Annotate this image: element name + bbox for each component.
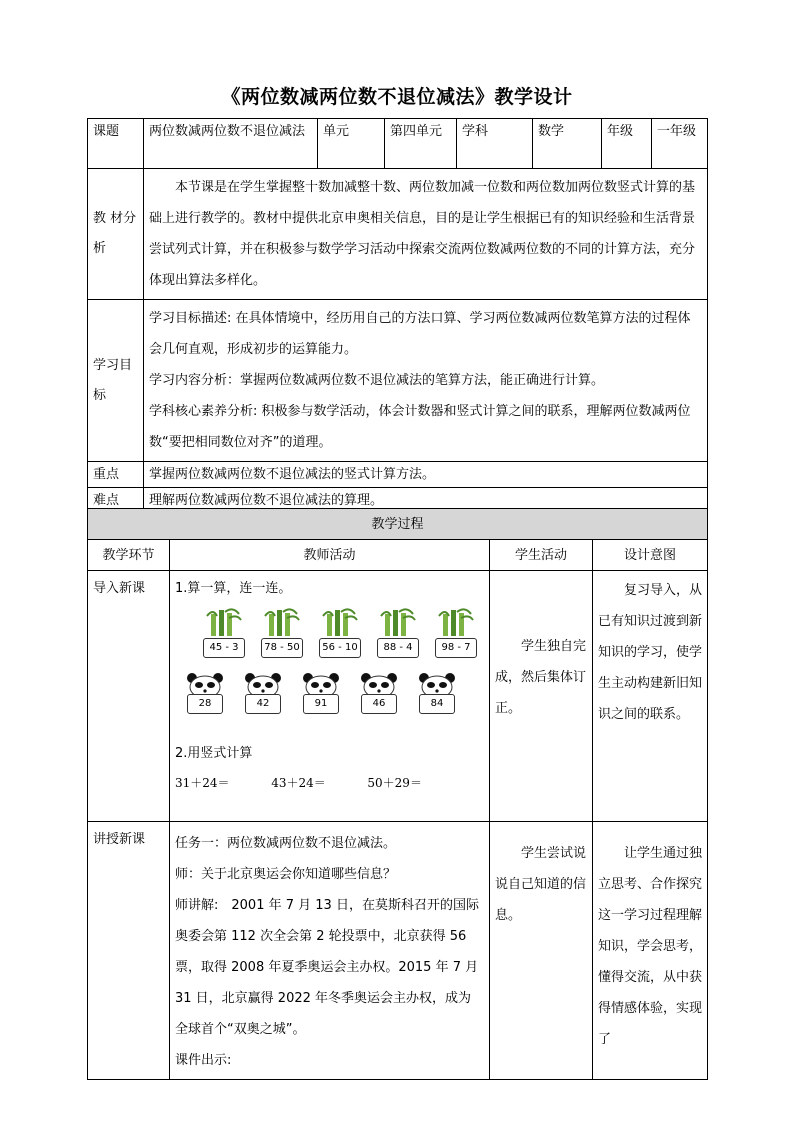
objectives-label: [88, 300, 144, 462]
calc-2: 43＋24＝: [271, 776, 326, 790]
calc-3: 50＋29＝: [367, 776, 422, 790]
design-intent-1: 复习导入，从已有知识过渡到新知识的学习，使学生主动构建新旧知识之间的联系。: [598, 583, 703, 722]
key-point-label: 重点: [88, 462, 144, 488]
col-teacher: 教师活动: [170, 540, 490, 571]
bamboo-expression: 45 - 3: [203, 638, 245, 658]
bamboo-card: [203, 608, 245, 653]
objectives-label-text: 学习目标: [93, 357, 133, 403]
student-activity-1: 学生独自完成，然后集体订正。: [495, 639, 587, 716]
panda-card: [359, 672, 399, 709]
grade-label: 年级: [602, 119, 652, 169]
document-title: 《两位数减两位数不退位减法》教学设计: [221, 86, 573, 108]
panda-number: 28: [187, 694, 223, 714]
analysis-text: 本节课是在学生掌握整十数加减整十数、两位数加减一位数和两位数加两位数竖式计算的基础上进行教学的。教材中提供北京申奥相关信息，目的是让学生根据已有的知识经验和生活背景尝试列式计算，并在积极参与数学学习活动中探索交流两位数减两位数的不同的计算方法，充分体现出算法多样化。: [149, 180, 696, 288]
panda-card: [243, 672, 283, 709]
panda-card: [417, 672, 457, 709]
grade-value: 一年级: [652, 119, 708, 169]
bamboo-expression: 98 - 7: [435, 638, 477, 658]
task-one: 任务一：两位数减两位数不退位减法。: [175, 836, 397, 851]
col-student: 学生活动: [490, 540, 593, 571]
col-intent: 设计意图: [593, 540, 708, 571]
panda-card: [185, 672, 225, 709]
design-intent-2: 让学生通过独立思考、合作探究这一学习过程理解知识，学会思考，懂得交流，从中获得情感体验，实现了: [598, 846, 703, 1047]
info-table: [87, 118, 708, 514]
bamboo-icon: [377, 608, 419, 636]
task-connect: 1.算一算，连一连。: [175, 581, 292, 596]
panda-number: 91: [303, 694, 339, 714]
subject-value: 数学: [533, 119, 602, 169]
bamboo-icon: [203, 608, 245, 636]
analysis-label: [88, 169, 144, 300]
difficulty-text: 理解两位数减两位数不退位减法的算理。: [144, 488, 708, 514]
topic-value: 两位数减两位数不退位减法: [144, 119, 318, 169]
bamboo-expression: 88 - 4: [377, 638, 419, 658]
difficulty-label: 难点: [88, 488, 144, 514]
panda-number: 46: [361, 694, 397, 714]
objective-content: 学习内容分析：掌握两位数减两位数不退位减法的笔算方法，能正确进行计算。: [149, 373, 605, 388]
connect-exercise: [175, 604, 484, 744]
stage-new: 讲授新课: [88, 822, 170, 1080]
task-vertical: 2.用竖式计算: [175, 746, 253, 761]
bamboo-card: [319, 608, 361, 653]
col-stage: 教学环节: [88, 540, 170, 571]
process-table: [87, 508, 708, 1080]
student-activity-2: 学生尝试说说自己知道的信息。: [495, 846, 587, 923]
bamboo-icon: [261, 608, 303, 636]
teacher-question: 师：关于北京奥运会你知道哪些信息？: [175, 867, 397, 882]
key-point-text: 掌握两位数减两位数不退位减法的竖式计算方法。: [144, 462, 708, 488]
unit-value: 第四单元: [385, 119, 457, 169]
panda-number: 42: [245, 694, 281, 714]
bamboo-icon: [435, 608, 477, 636]
bamboo-card: [435, 608, 477, 653]
bamboo-icon: [319, 608, 361, 636]
stage-intro: 导入新课: [88, 571, 170, 822]
courseware-show: 课件出示:: [175, 1053, 232, 1068]
subject-label: 学科: [457, 119, 533, 169]
bamboo-expression: 56 - 10: [319, 638, 361, 658]
bamboo-card: [377, 608, 419, 653]
bamboo-expression: 78 - 50: [261, 638, 303, 658]
panda-card: [301, 672, 341, 709]
objective-core: 学科核心素养分析: 积极参与数学活动，体会计数器和竖式计算之间的联系，理解两位数减两位数“要把相同数位对齐”的道理。: [149, 404, 691, 450]
analysis-label-text: 教 材分析: [93, 211, 137, 256]
bamboo-card: [261, 608, 303, 653]
panda-number: 84: [419, 694, 455, 714]
calc-1: 31＋24＝: [175, 776, 230, 790]
process-title: 教学过程: [88, 509, 708, 540]
objective-desc: 学习目标描述: 在具体情境中，经历用自己的方法口算、学习两位数减两位数笔算方法的过程体会几何直观，形成初步的运算能力。: [149, 311, 691, 357]
topic-label: 课题: [88, 119, 144, 169]
teacher-explain: 师讲解: 2001 年 7 月 13 日，在莫斯科召开的国际奥委会第 112 次全会第 2 轮投票中，北京获得 56 票，取得 2008 年夏季奥运会主办权。2015 年 7 月 31 日，北京赢得 2022 年冬季奥运会主办权，成为全球首个“双奥之城”。: [175, 898, 479, 1037]
unit-label: 单元: [318, 119, 385, 169]
